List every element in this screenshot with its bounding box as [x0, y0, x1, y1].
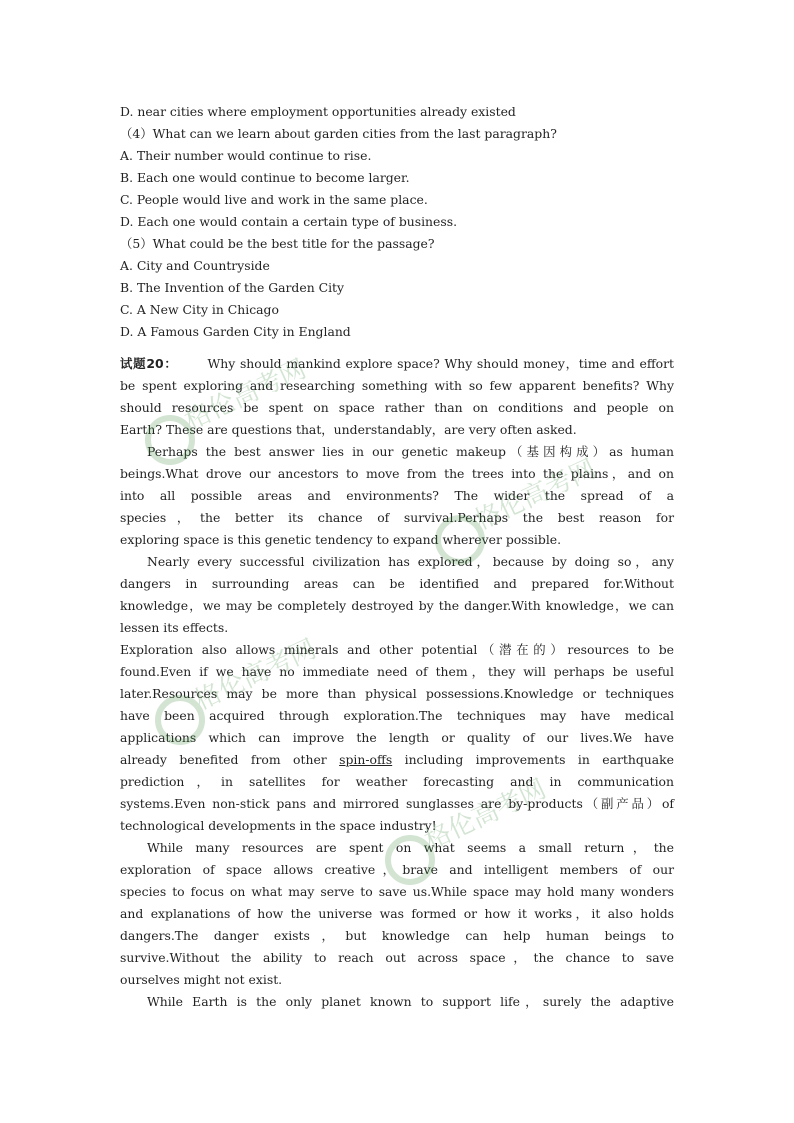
watermark-text: 格伦高考网 [180, 354, 311, 437]
passage-line: found.Even if we have no immediate need of them，they will perhaps be useful [120, 664, 674, 679]
passage-line: While Earth is the only planet known to support life，surely the adaptive [147, 994, 674, 1009]
passage-line: have been acquired through exploration.The techniques may have medical [120, 708, 674, 723]
q4-option-b: B. Each one would continue to become larger. [120, 170, 410, 185]
question-label: 试题20： [120, 356, 178, 371]
q4-option-c: C. People would live and work in the same place. [120, 192, 428, 207]
passage-line: be spent exploring and researching something with so few apparent benefits? Why [120, 378, 674, 393]
passage-line: Perhaps the best answer lies in our genetic makeup（基因构成）as human [147, 444, 674, 459]
passage-line: applications which can improve the length or quality of our lives.We have [120, 730, 674, 745]
passage-line: dangers in surrounding areas can be identified and prepared for.Without [120, 576, 674, 591]
question-4: （4）What can we learn about garden cities from the last paragraph? [120, 126, 557, 141]
passage-line: 试题20： Why should mankind explore space? Why should money，time and effort [120, 356, 674, 371]
passage-line: survive.Without the ability to reach out across space，the chance to save [120, 950, 674, 965]
passage-line: Earth? These are questions that，understandably，are very often asked. [120, 422, 577, 437]
passage-line: and explanations of how the universe was formed or how it works，it also holds [120, 906, 674, 921]
q4-option-a: A. Their number would continue to rise. [120, 148, 372, 163]
passage-line: Exploration also allows minerals and other potential（潜在的）resources to be [120, 642, 674, 657]
passage-line: ourselves might not exist. [120, 972, 283, 987]
passage-line: systems.Even non-stick pans and mirrored sunglasses are by-products（副产品）of [120, 796, 674, 811]
passage-line: species to focus on what may serve to save us.While space may hold many wonders [120, 884, 674, 899]
passage-line: prediction，in satellites for weather forecasting and in communication [120, 774, 674, 789]
option-d-prev: D. near cities where employment opportunities already existed [120, 104, 516, 119]
watermark-text: 格伦高考网 [420, 774, 551, 857]
q5-option-d: D. A Famous Garden City in England [120, 324, 351, 339]
watermark-text: 格伦高考网 [470, 454, 601, 537]
passage-line: later.Resources may be more than physical possessions.Knowledge or techniques [120, 686, 674, 701]
passage-line: Nearly every successful civilization has explored，because by doing so，any [147, 554, 674, 569]
passage-line: knowledge，we may be completely destroyed by the danger.With knowledge，we can [120, 598, 674, 613]
passage-line: exploring space is this genetic tendency to expand wherever possible. [120, 532, 562, 547]
passage-line: beings.What drove our ancestors to move from the trees into the plains，and on [120, 466, 674, 481]
passage-line: dangers.The danger exists，but knowledge can help human beings to [120, 928, 674, 943]
passage-line: should resources be spent on space rather than on conditions and people on [120, 400, 674, 415]
passage-line: already benefited from other spin-offs including improvements in earthquake [120, 752, 674, 767]
q5-option-c: C. A New City in Chicago [120, 302, 279, 317]
passage-line: lessen its effects. [120, 620, 229, 635]
underlined-word: spin-offs [339, 752, 393, 767]
watermark-text: 格伦高考网 [190, 634, 321, 717]
passage-line: into all possible areas and environments? The wider the spread of a [120, 488, 674, 503]
passage-line: While many resources are spent on what seems a small return，the [147, 840, 674, 855]
passage-line: exploration of space allows creative，brave and intelligent members of our [120, 862, 674, 877]
passage-line: species，the better its chance of survival.Perhaps the best reason for [120, 510, 674, 525]
question-5: （5）What could be the best title for the passage? [120, 236, 435, 251]
q4-option-d: D. Each one would contain a certain type of business. [120, 214, 458, 229]
q5-option-a: A. City and Countryside [120, 258, 270, 273]
passage-line: technological developments in the space industry! [120, 818, 437, 833]
q5-option-b: B. The Invention of the Garden City [120, 280, 345, 295]
